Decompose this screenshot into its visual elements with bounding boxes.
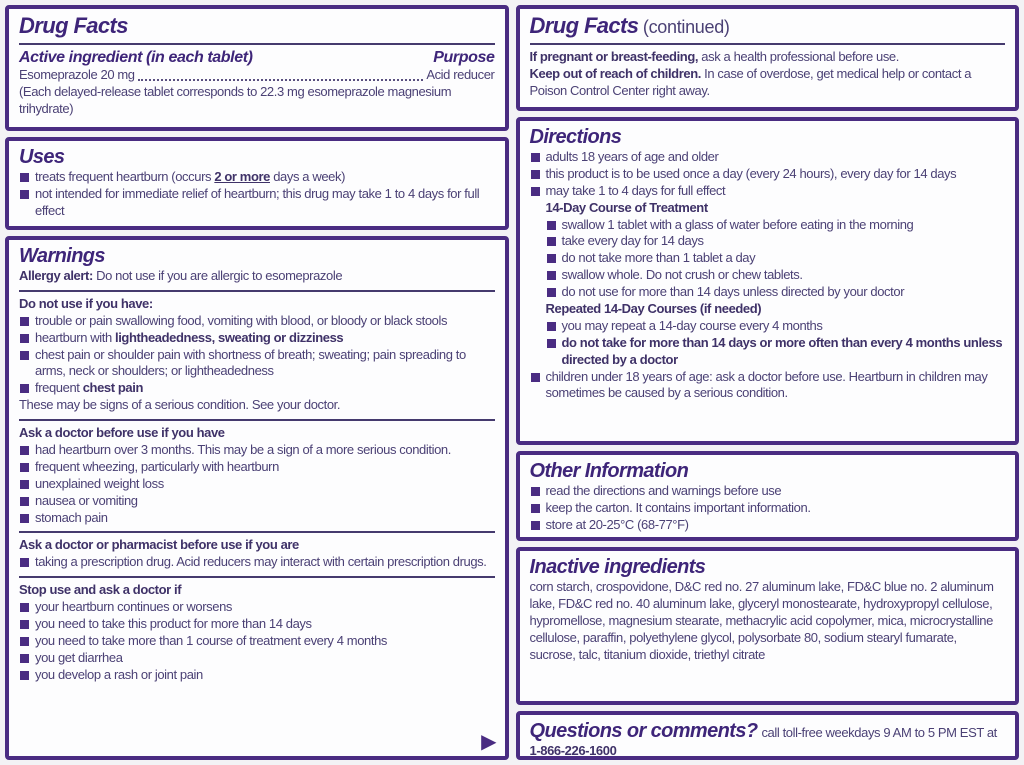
inactive-ingredients-panel bbox=[516, 547, 1020, 705]
right-column bbox=[516, 5, 1020, 760]
list-item: you may repeat a 14-day course every 4 months bbox=[546, 318, 1006, 335]
warnings-panel bbox=[5, 236, 509, 760]
repeat-heading: Repeated 14-Day Courses (if needed) bbox=[545, 301, 762, 317]
other-information-title: Other Information bbox=[529, 460, 689, 482]
list-item: treats frequent heartburn (occurs 2 or more days a week) bbox=[19, 169, 495, 186]
list-item: frequent chest pain bbox=[19, 380, 495, 397]
purpose-value: Acid reducer bbox=[426, 67, 495, 83]
children-list bbox=[530, 369, 1006, 403]
list-item: you develop a rash or joint pain bbox=[19, 667, 495, 684]
list-item: do not take more than 1 tablet a day bbox=[546, 250, 1006, 267]
drug-facts-continued-panel bbox=[516, 5, 1020, 111]
uses-list bbox=[19, 169, 495, 220]
directions-panel bbox=[516, 117, 1020, 445]
ingredient-name: Esomeprazole 20 mg bbox=[19, 67, 135, 83]
list-item: swallow 1 tablet with a glass of water before eating in the morning bbox=[546, 217, 1006, 234]
ask-doctor-heading: Ask a doctor before use if you have bbox=[19, 425, 225, 441]
title-divider bbox=[530, 43, 1006, 45]
list-item: read the directions and warnings before use bbox=[530, 483, 1006, 500]
list-item: you get diarrhea bbox=[19, 650, 495, 667]
dotted-leader bbox=[138, 79, 424, 81]
ask-doctor-list bbox=[19, 442, 495, 526]
left-column bbox=[5, 5, 509, 760]
serious-condition-note: These may be signs of a serious condition. See your doctor. bbox=[19, 397, 341, 413]
active-ingredient-heading: Active ingredient (in each tablet) bbox=[19, 49, 253, 67]
allergy-alert: Allergy alert: Do not use if you are allergic to esomeprazole bbox=[19, 268, 343, 283]
pregnancy-warning: If pregnant or breast-feeding, ask a health professional before use. bbox=[529, 49, 899, 65]
title-divider bbox=[19, 43, 495, 45]
stop-use-list bbox=[19, 599, 495, 683]
uses-panel bbox=[5, 137, 509, 230]
drug-facts-title: Drug Facts bbox=[19, 13, 128, 38]
section-divider bbox=[19, 531, 495, 533]
list-item: taking a prescription drug. Acid reducers may interact with certain prescription drugs. bbox=[19, 554, 495, 571]
list-item: this product is to be used once a day (every 24 hours), every day for 14 days bbox=[530, 166, 1006, 183]
list-item: frequent wheezing, particularly with heartburn bbox=[19, 459, 495, 476]
phone-number: 1-866-226-1600 bbox=[529, 743, 617, 758]
active-ingredient-heading-row bbox=[19, 49, 495, 67]
stop-use-heading: Stop use and ask a doctor if bbox=[19, 582, 182, 598]
course-heading: 14-Day Course of Treatment bbox=[545, 199, 708, 215]
section-divider bbox=[19, 290, 495, 292]
list-item: swallow whole. Do not crush or chew tablets. bbox=[546, 267, 1006, 284]
inactive-ingredients-text: corn starch, crospovidone, D&C red no. 27 aluminum lake, FD&C blue no. 2 aluminum lake, FD&C red no. 40 aluminum lake, glyceryl monostearate, hydroxypropyl cellulose, hypromellose, magnesium stearate, methacrylic acid copolymer, mica, microcrystalline cellulose, paraffin, polyethylene glycol, polysorbate 80, sodium stearyl fumarate, sucrose, talc, titanium dioxide, triethyl citrate bbox=[529, 579, 994, 662]
list-item: children under 18 years of age: ask a doctor before use. Heartburn in children may sometimes be caused by a serious condition. bbox=[530, 369, 1006, 403]
continued-arrow-icon: ▶ bbox=[481, 731, 497, 753]
keep-out-of-reach-warning: Keep out of reach of children. In case of overdose, get medical help or contact a Poison Control Center right away. bbox=[529, 66, 972, 99]
inactive-ingredients-title: Inactive ingredients bbox=[529, 556, 706, 578]
list-item: take every day for 14 days bbox=[546, 233, 1006, 250]
list-item: unexplained weight loss bbox=[19, 476, 495, 493]
continued-suffix: (continued) bbox=[642, 17, 730, 37]
warnings-title: Warnings bbox=[19, 245, 105, 267]
list-item: stomach pain bbox=[19, 510, 495, 527]
list-item: may take 1 to 4 days for full effect bbox=[530, 183, 1006, 200]
repeat-list bbox=[546, 318, 1006, 369]
list-item: not intended for immediate relief of heartburn; this drug may take 1 to 4 days for full effect bbox=[19, 186, 495, 220]
list-item: trouble or pain swallowing food, vomiting with blood, or bloody or black stools bbox=[19, 313, 495, 330]
purpose-heading: Purpose bbox=[433, 49, 495, 67]
questions-title: Questions or comments? bbox=[529, 720, 758, 742]
section-divider bbox=[19, 419, 495, 421]
list-item: nausea or vomiting bbox=[19, 493, 495, 510]
list-item: your heartburn continues or worsens bbox=[19, 599, 495, 616]
course-list bbox=[546, 217, 1006, 301]
drug-facts-continued-title-row bbox=[530, 13, 1006, 39]
ask-pharmacist-list bbox=[19, 554, 495, 571]
directions-title: Directions bbox=[529, 126, 622, 148]
list-item: store at 20-25°C (68-77°F) bbox=[530, 517, 1006, 534]
list-item: chest pain or shoulder pain with shortness of breath; sweating; pain spreading to arms, neck or shoulders; or lightheadedness bbox=[19, 347, 495, 381]
do-not-use-heading: Do not use if you have: bbox=[19, 295, 153, 311]
equivalence-note: (Each delayed-release tablet corresponds to 22.3 mg esomeprazole magnesium trihydrate) bbox=[19, 84, 452, 117]
list-item: had heartburn over 3 months. This may be a sign of a more serious condition. bbox=[19, 442, 495, 459]
list-item: you need to take more than 1 course of treatment every 4 months bbox=[19, 633, 495, 650]
list-item: you need to take this product for more than 14 days bbox=[19, 616, 495, 633]
do-not-use-list bbox=[19, 313, 495, 397]
directions-list bbox=[530, 149, 1006, 200]
questions-text: Questions or comments? call toll-free weekdays 9 AM to 5 PM EST at 1-866-226-1600 bbox=[529, 720, 997, 758]
drug-facts-continued-title: Drug Facts bbox=[529, 13, 639, 38]
uses-title: Uses bbox=[19, 146, 65, 168]
ingredient-row bbox=[19, 67, 495, 84]
questions-panel bbox=[516, 711, 1020, 760]
section-divider bbox=[19, 576, 495, 578]
other-information-panel bbox=[516, 451, 1020, 541]
list-item: do not use for more than 14 days unless directed by your doctor bbox=[546, 284, 1006, 301]
list-item: keep the carton. It contains important information. bbox=[530, 500, 1006, 517]
active-ingredient-panel bbox=[5, 5, 509, 131]
list-item: heartburn with lightheadedness, sweating or dizziness bbox=[19, 330, 495, 347]
ask-pharmacist-heading: Ask a doctor or pharmacist before use if you are bbox=[19, 537, 299, 553]
other-information-list bbox=[530, 483, 1006, 534]
list-item: do not take for more than 14 days or more often than every 4 months unless directed by a doctor bbox=[546, 335, 1006, 369]
list-item: adults 18 years of age and older bbox=[530, 149, 1006, 166]
